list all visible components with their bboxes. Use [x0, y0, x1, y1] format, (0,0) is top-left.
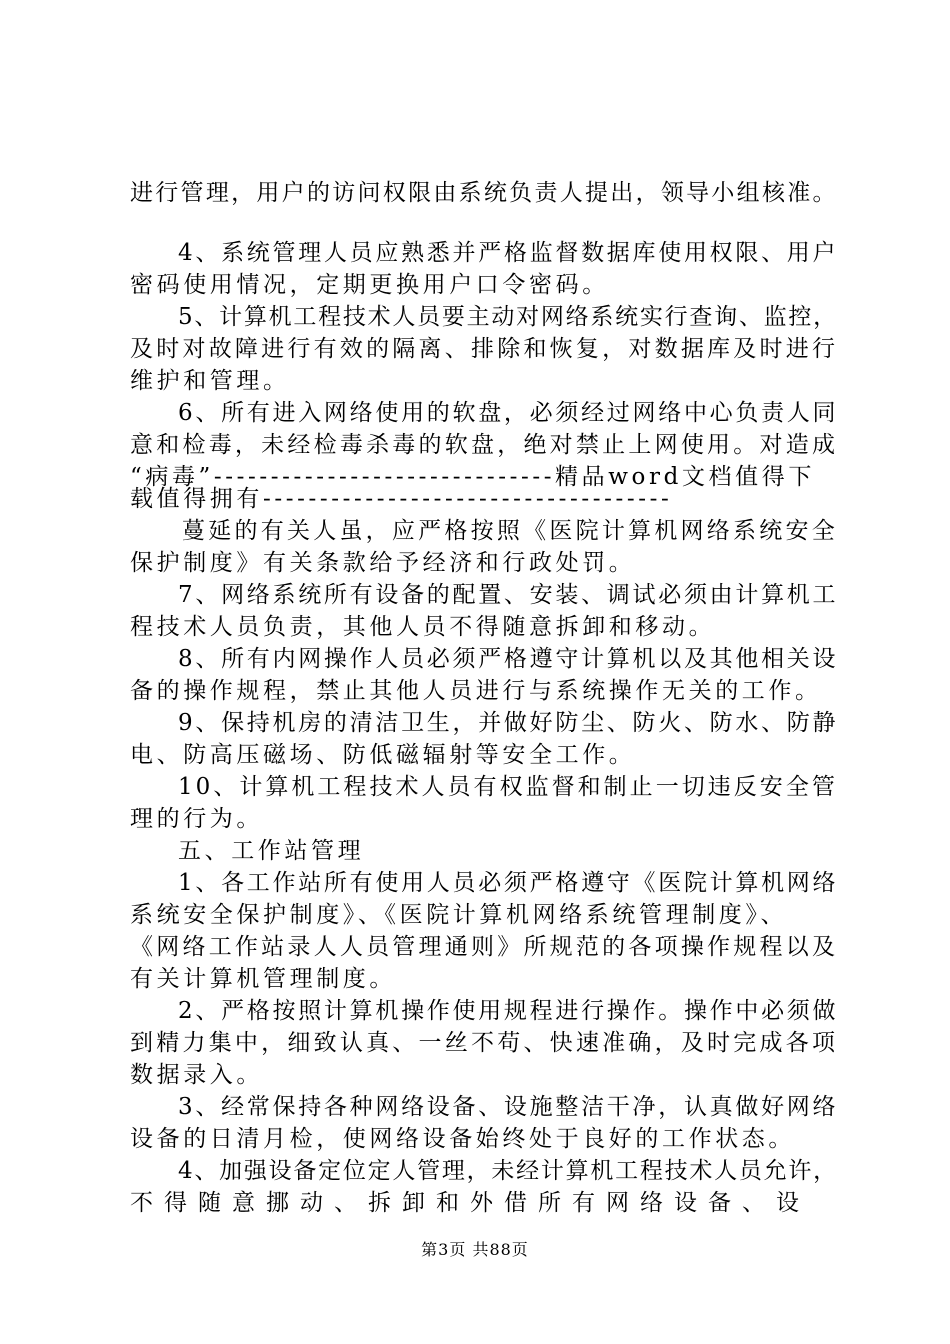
- text-line: 10、计算机工程技术人员有权监督和制止一切违反安全管: [178, 774, 838, 800]
- text-line: 数据录入。: [130, 1062, 263, 1088]
- text-line: 3、经常保持各种网络设备、设施整洁干净，认真做好网络: [178, 1094, 839, 1120]
- text-line: 理的行为。: [130, 806, 263, 832]
- text-line: 9、保持机房的清洁卫生，并做好防尘、防火、防水、防静: [178, 710, 839, 736]
- text-line: 载值得拥有------------------------------------: [130, 486, 673, 512]
- text-line: 5、计算机工程技术人员要主动对网络系统实行查询、监控，: [178, 304, 838, 330]
- text-line: 进行管理，用户的访问权限由系统负责人提出，领导小组核准。: [130, 180, 838, 206]
- text-line: 4、加强设备定位定人管理，未经计算机工程技术人员允许，: [178, 1158, 838, 1184]
- page-number-footer: 第3页 共88页: [421, 1240, 529, 1259]
- text-line: 到精力集中，细致认真、一丝不苟、快速准确，及时完成各项: [130, 1030, 839, 1056]
- text-line: 意和检毒，未经检毒杀毒的软盘，绝对禁止上网使用。对造成: [130, 432, 839, 458]
- text-line: 维护和管理。: [130, 368, 290, 394]
- text-line: 密码使用情况，定期更换用户口令密码。: [130, 272, 609, 298]
- section-heading: 五、工作站管理: [178, 838, 365, 864]
- text-line: 电、防高压磁场、防低磁辐射等安全工作。: [130, 742, 636, 768]
- text-line: 4、系统管理人员应熟悉并严格监督数据库使用权限、用户: [178, 240, 839, 266]
- text-line: 《网络工作站录人人员管理通则》所规范的各项操作规程以及: [130, 934, 839, 960]
- text-line: 设备的日清月检，使网络设备始终处于良好的工作状态。: [130, 1126, 795, 1152]
- text-line: 及时对故障进行有效的隔离、排除和恢复，对数据库及时进行: [130, 336, 839, 362]
- text-line: 7、网络系统所有设备的配置、安装、调试必须由计算机工: [178, 582, 839, 608]
- text-line: 程技术人员负责，其他人员不得随意拆卸和移动。: [130, 614, 716, 640]
- text-line: 有关计算机管理制度。: [130, 966, 396, 992]
- text-line: 系统安全保护制度》、《医院计算机网络系统管理制度》、: [130, 902, 788, 928]
- text-line: 蔓延的有关人虽，应严格按照《医院计算机网络系统安全: [182, 518, 838, 544]
- text-line: 1、各工作站所有使用人员必须严格遵守《医院计算机网络: [178, 870, 839, 896]
- text-line: 8、所有内网操作人员必须严格遵守计算机以及其他相关设: [178, 646, 839, 672]
- text-line: “病毒”------------------------------精品word文档值得下: [130, 464, 815, 490]
- text-line: 保护制度》有关条款给予经济和行政处罚。: [130, 550, 636, 576]
- text-line: 6、所有进入网络使用的软盘，必须经过网络中心负责人同: [178, 400, 839, 426]
- text-line: 备的操作规程，禁止其他人员进行与系统操作无关的工作。: [130, 678, 822, 704]
- text-line: 不得随意挪动、拆卸和外借所有网络设备、设: [130, 1190, 810, 1216]
- text-line: 2、严格按照计算机操作使用规程进行操作。操作中必须做: [178, 998, 839, 1024]
